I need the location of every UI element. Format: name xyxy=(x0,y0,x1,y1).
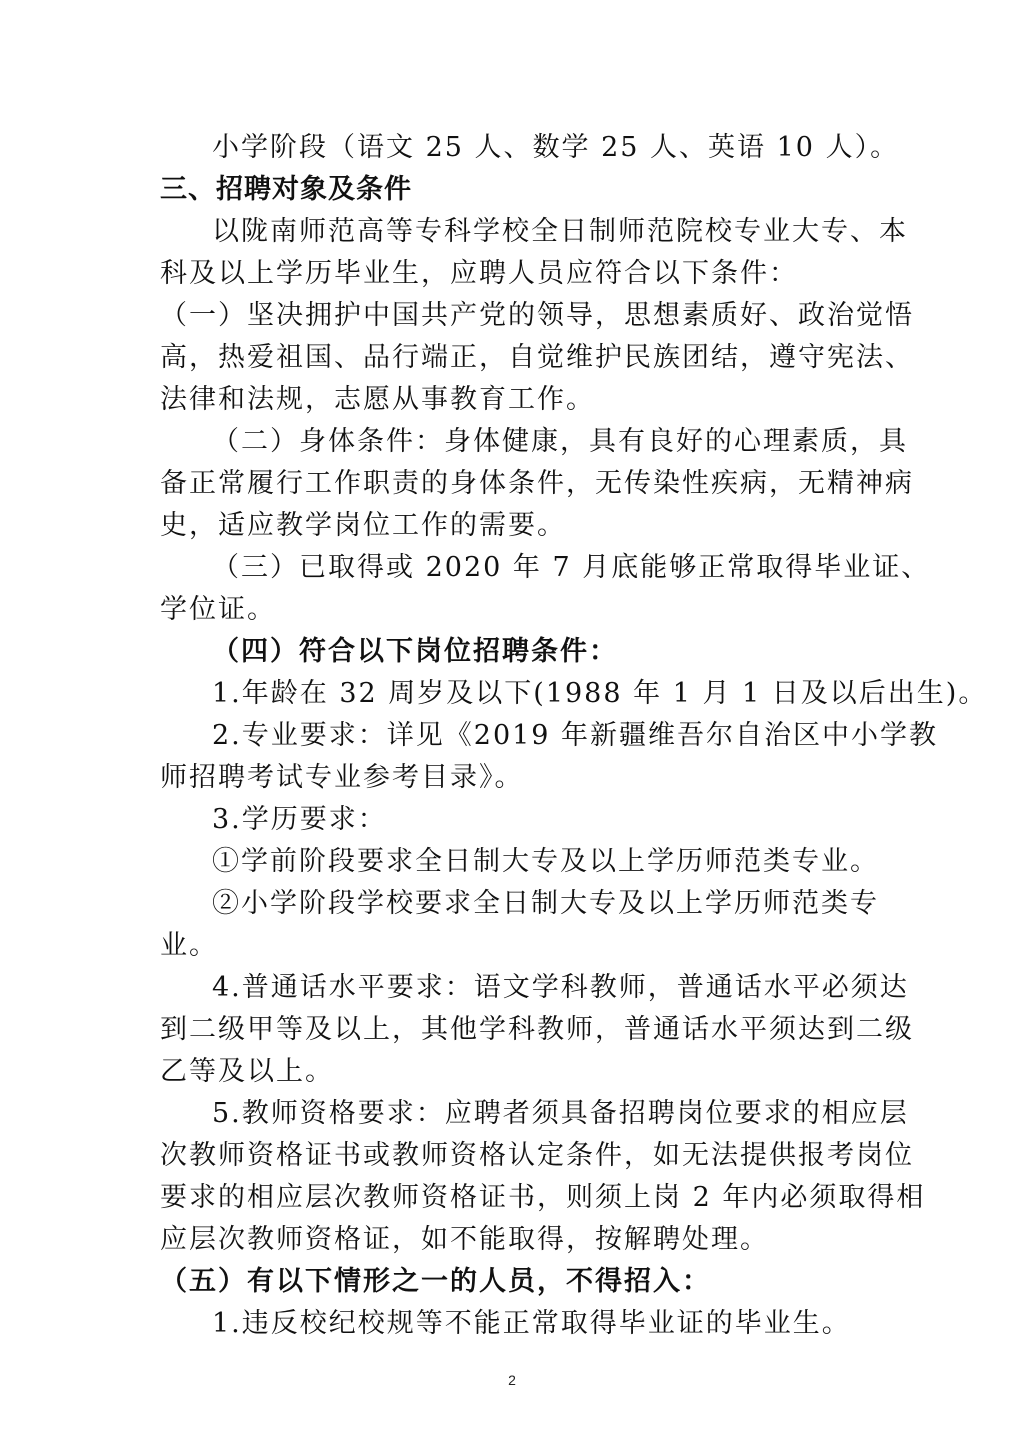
text-line-major-requirement-b: 师招聘考试专业参考目录》。 xyxy=(160,762,524,793)
text-line-condition-2-c: 史，适应教学岗位工作的需要。 xyxy=(160,510,566,541)
text-line-primary-requirement-b: 业。 xyxy=(160,930,218,961)
text-line-condition-3-b: 学位证。 xyxy=(160,594,276,625)
text-line-teacher-qualification-c: 要求的相应层次教师资格证书，则须上岗 2 年内必须取得相 xyxy=(160,1182,926,1213)
text-line-teacher-qualification-d: 应层次教师资格证，如不能取得，按解聘处理。 xyxy=(160,1224,769,1255)
text-line-major-requirement-a: 2.专业要求：详见《2019 年新疆维吾尔自治区中小学教 xyxy=(212,720,939,751)
page-number: 2 xyxy=(508,1372,516,1388)
text-line-education-requirement: 3.学历要求： xyxy=(212,804,387,835)
text-line-primary-school-quota: 小学阶段（语文 25 人、数学 25 人、英语 10 人）。 xyxy=(212,132,900,163)
text-line-condition-3-a: （三）已取得或 2020 年 7 月底能够正常取得毕业证、 xyxy=(212,552,931,583)
text-line-mandarin-requirement-c: 乙等及以上。 xyxy=(160,1056,334,1087)
text-line-condition-5-heading: （五）有以下情形之一的人员，不得招入： xyxy=(160,1266,711,1297)
text-line-mandarin-requirement-a: 4.普通话水平要求：语文学科教师，普通话水平必须达 xyxy=(212,972,909,1003)
text-line-primary-requirement-a: ②小学阶段学校要求全日制大专及以上学历师范类专 xyxy=(212,888,879,919)
text-line-mandarin-requirement-b: 到二级甲等及以上，其他学科教师，普通话水平须达到二级 xyxy=(160,1014,914,1045)
text-line-condition-2-b: 备正常履行工作职责的身体条件，无传染性疾病，无精神病 xyxy=(160,468,914,499)
text-line-condition-2-a: （二）身体条件：身体健康，具有良好的心理素质，具 xyxy=(212,426,908,457)
text-line-teacher-qualification-b: 次教师资格证书或教师资格认定条件，如无法提供报考岗位 xyxy=(160,1140,914,1171)
text-line-age-requirement: 1.年龄在 32 周岁及以下(1988 年 1 月 1 日及以后出生)。 xyxy=(212,678,988,709)
text-line-condition-1-a: （一）坚决拥护中国共产党的领导，思想素质好、政治觉悟 xyxy=(160,300,914,331)
section-heading-recruitment-targets: 三、招聘对象及条件 xyxy=(160,174,412,205)
text-line-condition-4-heading: （四）符合以下岗位招聘条件： xyxy=(212,636,618,667)
text-line-disqualification-1: 1.违反校纪校规等不能正常取得毕业证的毕业生。 xyxy=(212,1308,851,1339)
text-line-condition-1-b: 高，热爱祖国、品行端正，自觉维护民族团结，遵守宪法、 xyxy=(160,342,914,373)
text-line-condition-1-c: 法律和法规，志愿从事教育工作。 xyxy=(160,384,595,415)
text-line-preschool-requirement: ①学前阶段要求全日制大专及以上学历师范类专业。 xyxy=(212,846,879,877)
text-line-teacher-qualification-a: 5.教师资格要求：应聘者须具备招聘岗位要求的相应层 xyxy=(212,1098,909,1129)
text-line-target-intro-1: 以陇南师范高等专科学校全日制师范院校专业大专、本 xyxy=(212,216,908,247)
text-line-target-intro-2: 科及以上学历毕业生，应聘人员应符合以下条件： xyxy=(160,258,798,289)
